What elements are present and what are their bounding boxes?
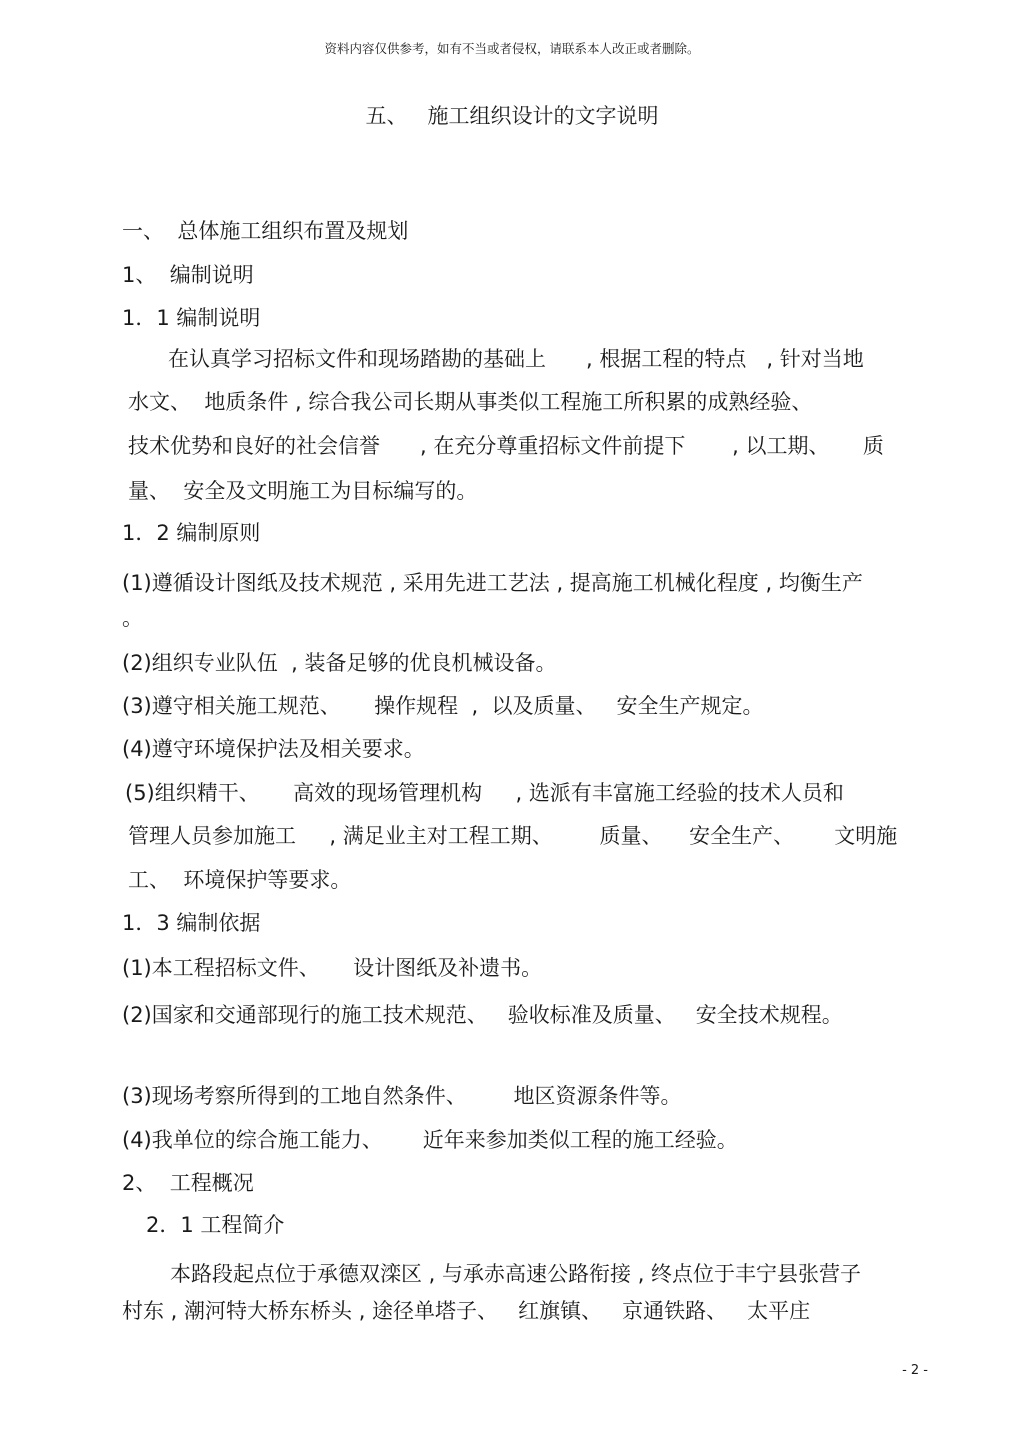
paragraph-line: 在认真学习招标文件和现场踏勘的基础上 , 根据工程的特点 , 针对当地 bbox=[168, 347, 864, 371]
subsection-heading: 2．1 工程简介 bbox=[146, 1213, 285, 1237]
paragraph-line: 水文、 地质条件 , 综合我公司长期从事类似工程施工所积累的成熟经验、 bbox=[128, 390, 813, 414]
list-item: (3)遵守相关施工规范、 操作规程 , 以及质量、 安全生产规定。 bbox=[122, 694, 764, 718]
document-title: 五、 施工组织设计的文字说明 bbox=[365, 104, 659, 128]
paragraph-line: 管理人员参加施工 , 满足业主对工程工期、 质量、 安全生产、 文明施 bbox=[128, 824, 898, 848]
paragraph-line: 村东 , 潮河特大桥东桥头 , 途径单塔子、 红旗镇、 京通铁路、 太平庄 bbox=[122, 1299, 811, 1323]
list-item: (1)本工程招标文件、 设计图纸及补遗书。 bbox=[122, 956, 543, 980]
subsection-heading: 1、 编制说明 bbox=[122, 263, 254, 287]
header-disclaimer: 资料内容仅供参考，如有不当或者侵权，请联系本人改正或者删除。 bbox=[324, 41, 700, 56]
paragraph-line: 工、 环境保护等要求。 bbox=[128, 868, 352, 892]
subsection-heading: 1．3 编制依据 bbox=[122, 911, 261, 935]
paragraph-line: 。 bbox=[122, 606, 143, 630]
list-item: (1)遵循设计图纸及技术规范 , 采用先进工艺法 , 提高施工机械化程度 , 均衡生产 bbox=[122, 571, 863, 595]
subsection-heading: 2、 工程概况 bbox=[122, 1171, 254, 1195]
paragraph-line: 量、 安全及文明施工为目标编写的。 bbox=[128, 479, 478, 503]
list-item: (4)我单位的综合施工能力、 近年来参加类似工程的施工经验。 bbox=[122, 1128, 738, 1152]
list-item: (4)遵守环境保护法及相关要求。 bbox=[122, 737, 425, 761]
list-item: (2)组织专业队伍 , 装备足够的优良机械设备。 bbox=[122, 651, 557, 675]
subsection-heading: 1．1 编制说明 bbox=[122, 306, 261, 330]
list-item: (3)现场考察所得到的工地自然条件、 地区资源条件等。 bbox=[122, 1084, 682, 1108]
page-number: - 2 - bbox=[902, 1363, 928, 1378]
paragraph-line: 本路段起点位于承德双滦区 , 与承赤高速公路衔接 , 终点位于丰宁县张营子 bbox=[170, 1262, 862, 1286]
list-item: (5)组织精干、 高效的现场管理机构 , 选派有丰富施工经验的技术人员和 bbox=[125, 781, 844, 805]
section-heading: 一、 总体施工组织布置及规划 bbox=[122, 219, 409, 243]
subsection-heading: 1．2 编制原则 bbox=[122, 521, 261, 545]
list-item: (2)国家和交通部现行的施工技术规范、 验收标准及质量、 安全技术规程。 bbox=[122, 1003, 843, 1027]
paragraph-line: 技术优势和良好的社会信誉 , 在充分尊重招标文件前提下 , 以工期、 质 bbox=[128, 434, 884, 458]
